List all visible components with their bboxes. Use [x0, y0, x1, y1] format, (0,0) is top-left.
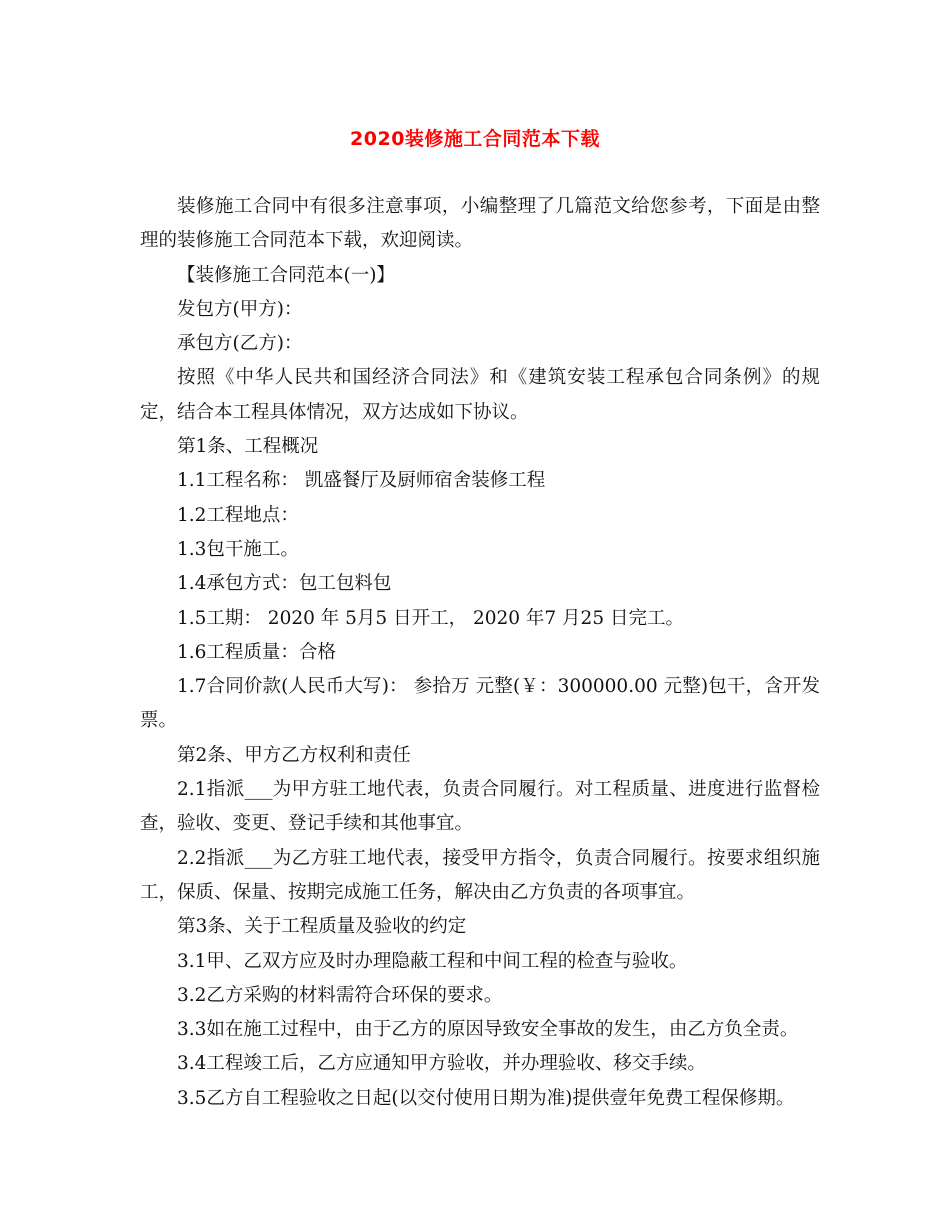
paragraph-1-2: 1.2工程地点： [177, 504, 299, 526]
paragraph-3-1: 3.1甲、乙双方应及时办理隐蔽工程和中间工程的检查与验收。 [177, 950, 688, 972]
paragraph-1-5: 1.5工期： 2020 年 5月5 日开工， 2020 年7 月25 日完工。 [177, 607, 684, 629]
paragraph-1-3: 1.3包干施工。 [177, 538, 299, 560]
paragraph-1-4: 1.4承包方式：包工包料包 [177, 573, 392, 595]
paragraph-3-4: 3.4工程竣工后，乙方应通知甲方验收，并办理验收、移交手续。 [177, 1053, 706, 1075]
paragraph-1-6: 1.6工程质量：合格 [177, 641, 336, 663]
paragraph-article-3: 第3条、关于工程质量及验收的约定 [177, 916, 467, 938]
paragraph-2-1: 2.1指派___为甲方驻工地代表，负责合同履行。对工程质量、进度进行监督检查，验收、变更、登记手续和其他事宜。 [140, 779, 820, 835]
document-title: 2020装修施工合同范本下载 [350, 128, 600, 150]
paragraph-party-b: 承包方(乙方)： [177, 333, 303, 355]
paragraph-3-5: 3.5乙方自工程验收之日起(以交付使用日期为准)提供壹年免费工程保修期。 [177, 1087, 795, 1109]
paragraph-2-2: 2.2指派___为乙方驻工地代表，接受甲方指令，负责合同履行。按要求组织施工，保质、保量、按期完成施工任务，解决由乙方负责的各项事宜。 [140, 847, 820, 903]
paragraph-section-heading: 【装修施工合同范本(一)】 [177, 264, 395, 286]
paragraph-1-1: 1.1工程名称： 凯盛餐厅及厨师宿舍装修工程 [177, 470, 546, 492]
paragraph-3-2: 3.2乙方采购的材料需符合环保的要求。 [177, 984, 503, 1006]
paragraph-article-1: 第1条、工程概况 [177, 436, 319, 458]
paragraph-article-2: 第2条、甲方乙方权利和责任 [177, 744, 411, 766]
paragraph-intro: 装修施工合同中有很多注意事项，小编整理了几篇范文给您参考，下面是由整理的装修施工合同范本下载，欢迎阅读。 [140, 196, 820, 252]
paragraph-basis: 按照《中华人民共和国经济合同法》和《建筑安装工程承包合同条例》的规定，结合本工程具体情况，双方达成如下协议。 [140, 367, 820, 423]
document-body [140, 190, 820, 1116]
paragraph-1-7: 1.7合同价款(人民币大写)： 参拾万 元整(￥：300000.00 元整)包干，含开发票。 [140, 676, 820, 732]
paragraph-party-a: 发包方(甲方)： [177, 298, 303, 320]
paragraph-3-3: 3.3如在施工过程中，由于乙方的原因导致安全事故的发生，由乙方负全责。 [177, 1019, 799, 1041]
